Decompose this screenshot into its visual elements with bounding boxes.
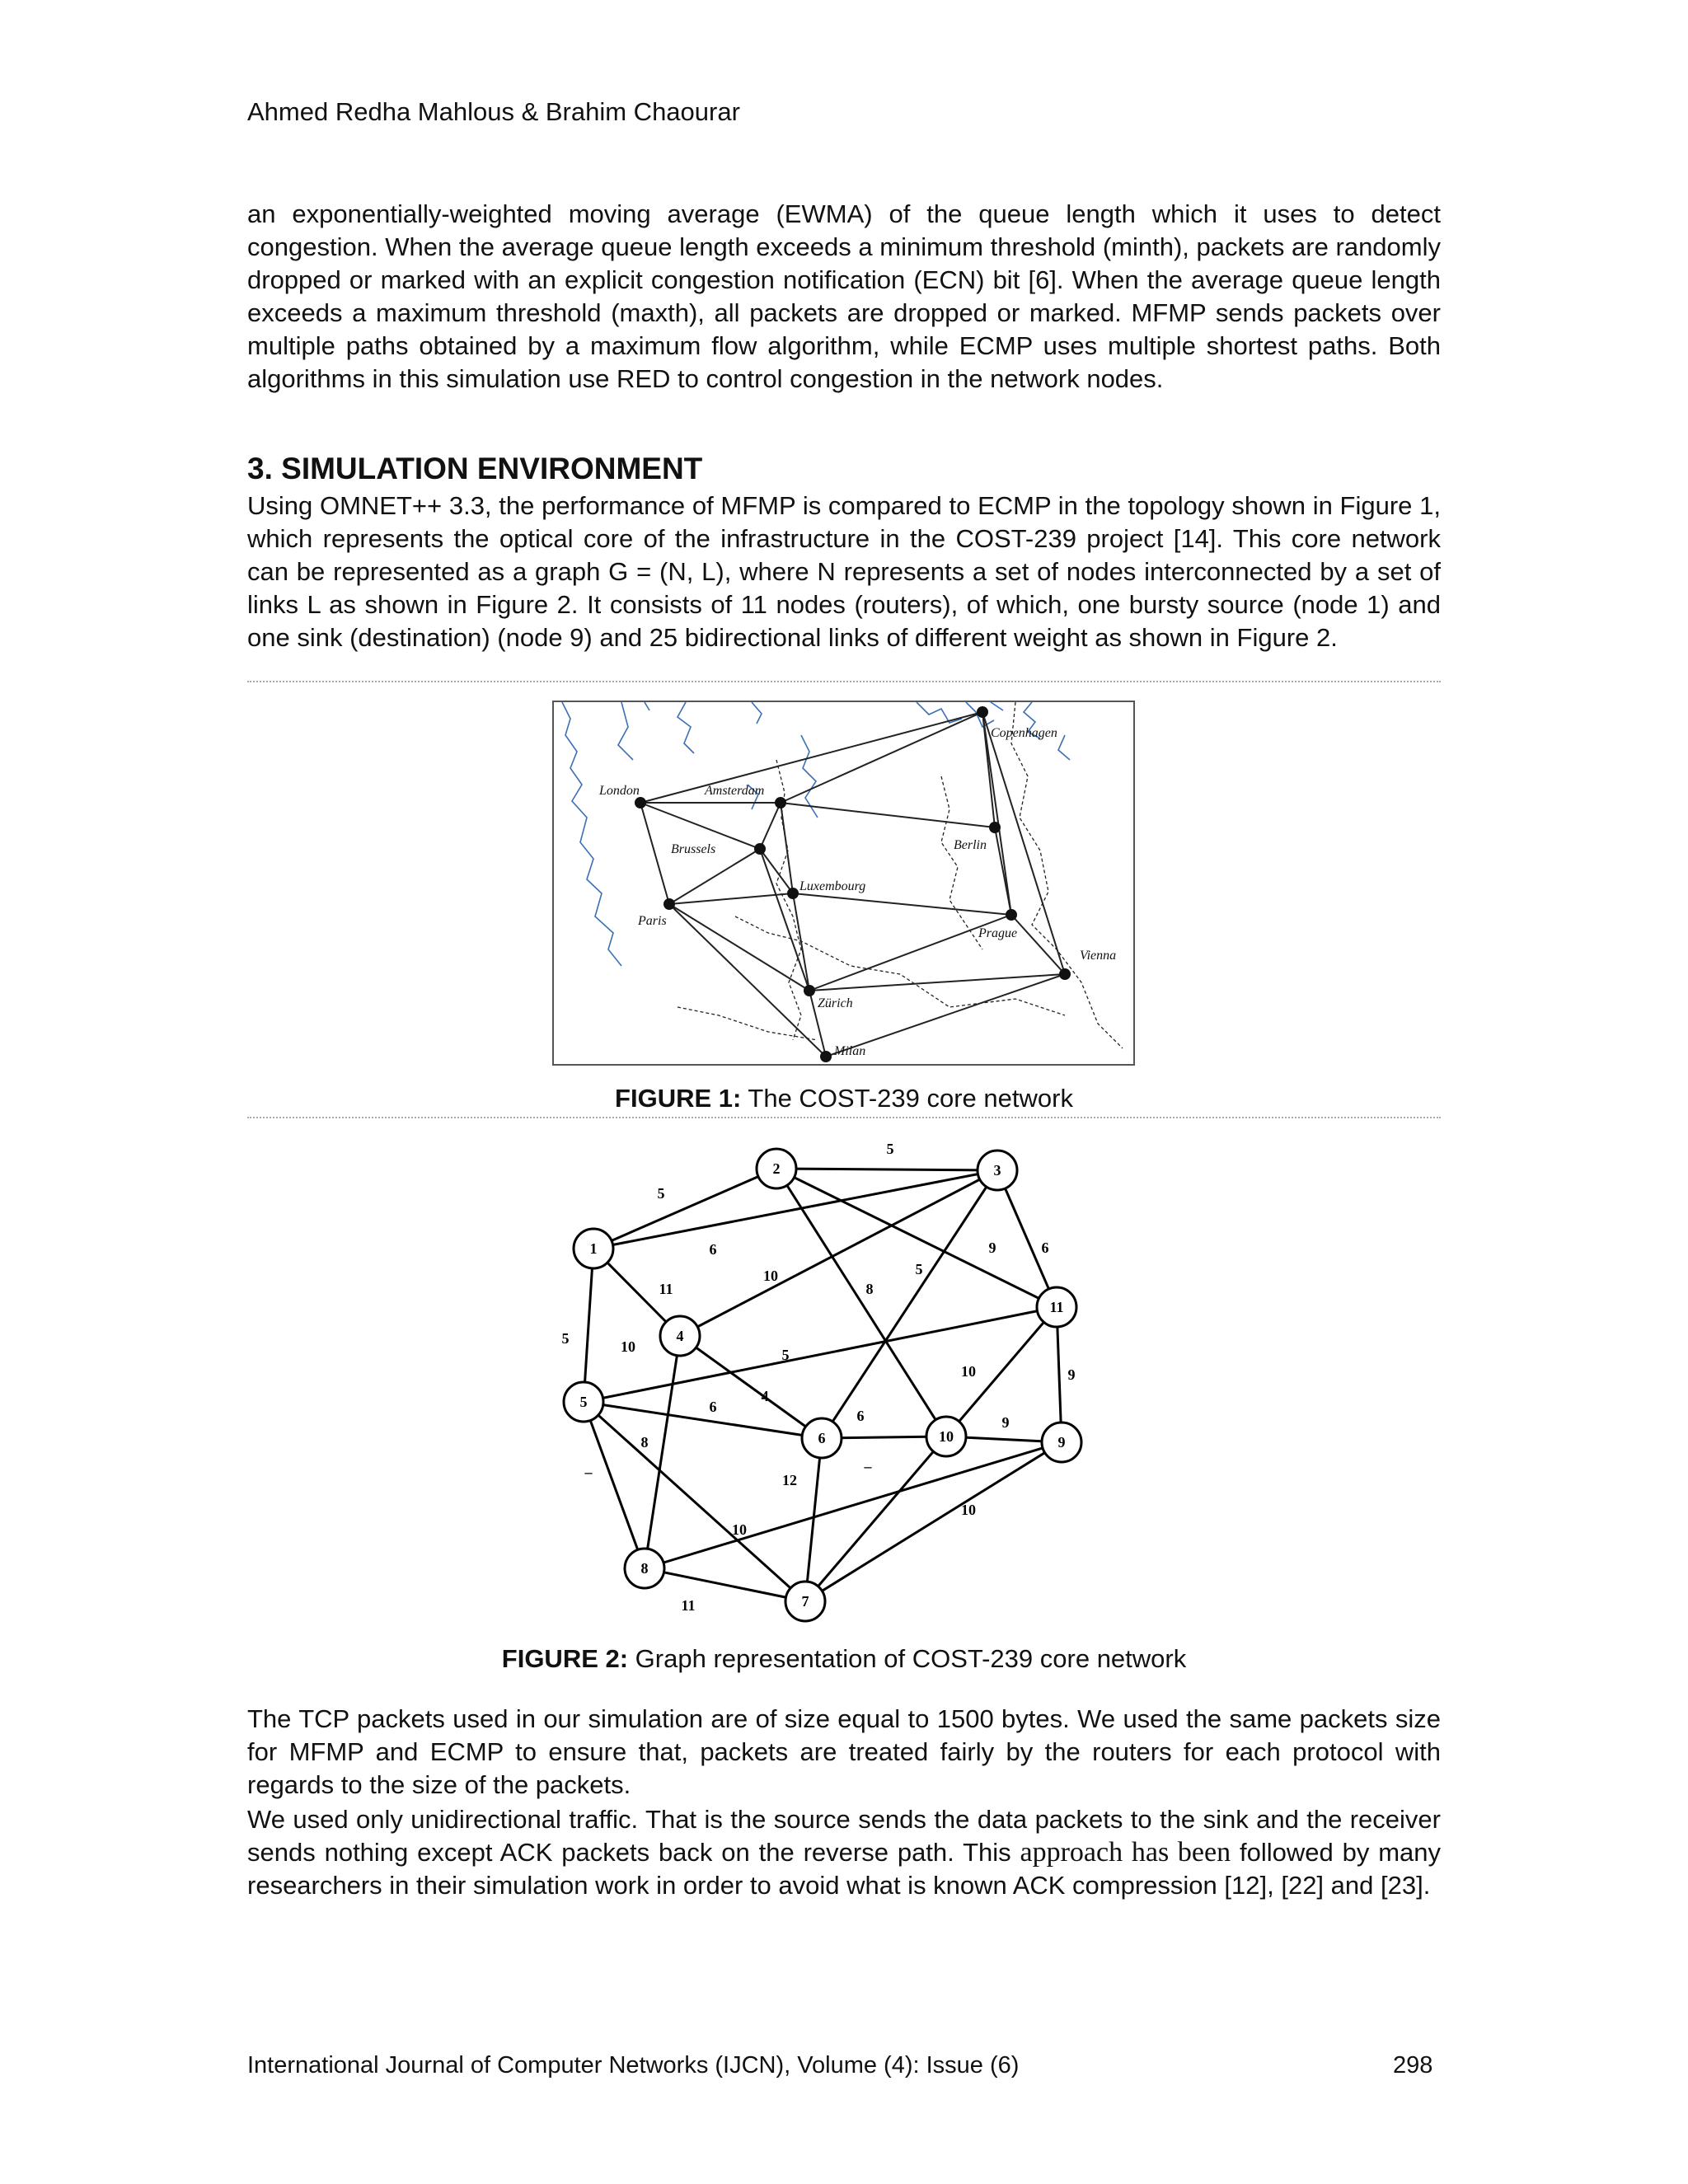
node-label: 5 (579, 1394, 588, 1410)
node-prague (1006, 909, 1017, 921)
paragraph-traffic-part-c: followed by many researchers in their simulation work in order to avoid what is known ACK compression [12], [22] and [23]. (247, 1838, 1441, 1900)
label-zurich: Zürich (818, 996, 853, 1010)
edge-weight: 9 (1067, 1366, 1076, 1383)
node-label: 6 (818, 1430, 826, 1446)
node-vienna (1059, 968, 1071, 980)
figure-2-label: FIGURE 2: (501, 1644, 629, 1673)
edge-weight: 9 (1001, 1414, 1010, 1431)
node-label: 7 (801, 1593, 809, 1610)
edge-weight: 10 (763, 1268, 778, 1284)
figure-1-label: FIGURE 1: (615, 1084, 742, 1113)
node-label: 10 (939, 1428, 954, 1445)
edge-weight: 11 (659, 1281, 673, 1297)
edge-weight: 10 (732, 1521, 747, 1538)
edge-weight: 10 (961, 1363, 976, 1380)
paragraph-traffic (247, 1803, 1441, 1902)
edge-weight: – (864, 1458, 872, 1474)
edge-weight: 5 (886, 1141, 894, 1157)
label-amsterdam: Amsterdam (705, 784, 765, 798)
figure-1-caption-text: The COST-239 core network (741, 1084, 1073, 1113)
label-london: London (599, 784, 640, 798)
node-copenhagen (977, 706, 988, 718)
cost239-map (554, 702, 1133, 1064)
paragraph-simulation: Using OMNET++ 3.3, the performance of MFMP is compared to ECMP in the topology shown in Figure 1, which represents the optical core of the infrastructure in the COST-239 project [14]. This core network can be represented as a graph G = (N, L), where N represents a set of nodes interconnected by a set of links L as shown in Figure 2. It consists of 11 nodes (routers), of which, one bursty source (node 1) and one sink (destination) (node 9) and 25 bidirectional links of different weight as shown in Figure 2. (247, 491, 1441, 652)
paragraph-traffic-part-b: approach has been (1020, 1837, 1231, 1868)
edge-weight: 8 (865, 1281, 874, 1297)
node-label: 8 (640, 1560, 649, 1577)
edge-weight: 6 (856, 1408, 865, 1424)
edge-weight: 6 (709, 1241, 717, 1258)
edge-weight: – (584, 1464, 593, 1480)
node-berlin (989, 822, 1001, 833)
node-amsterdam (775, 797, 786, 808)
edge-weight: 10 (621, 1338, 635, 1355)
node-label: 11 (1049, 1299, 1064, 1315)
node-label: 9 (1057, 1434, 1066, 1451)
page-number: 298 (1393, 2052, 1433, 2079)
node-zurich (804, 985, 815, 996)
figure-2-caption (0, 1644, 1688, 1674)
country-borders (678, 702, 1123, 1048)
label-copenhagen: Copenhagen (991, 726, 1057, 740)
footer-journal: International Journal of Computer Networks (IJCN), Volume (4): Issue (6) (247, 2052, 1020, 2079)
graph-nodes (561, 1149, 1081, 1621)
label-vienna: Vienna (1080, 949, 1117, 963)
edge-weight: 4 (761, 1388, 769, 1404)
edge-weight: 12 (782, 1472, 797, 1488)
figure-2-caption-text: Graph representation of COST-239 core network (628, 1644, 1187, 1673)
edge-weight: 10 (961, 1502, 976, 1518)
edge-weight: 8 (640, 1434, 649, 1451)
edge-weight: 5 (561, 1330, 570, 1347)
figure-1-caption (0, 1084, 1688, 1113)
divider (247, 681, 1441, 682)
label-luxembourg: Luxembourg (799, 879, 866, 893)
node-london (635, 797, 646, 808)
label-brussels: Brussels (671, 842, 716, 856)
graph-edges (584, 1169, 1062, 1601)
label-berlin: Berlin (954, 838, 987, 852)
section-heading: 3. SIMULATION ENVIRONMENT (247, 452, 703, 485)
paragraph-packets: The TCP packets used in our simulation are of size equal to 1500 bytes. We used the same packets size for MFMP and ECMP to ensure that, packets are treated fairly by the routers for each protocol with regards to the size of the packets. (247, 1704, 1441, 1799)
edge-weight: 11 (681, 1597, 696, 1614)
paragraph-intro: an exponentially-weighted moving average (EWMA) of the queue length which it uses to detect congestion. When the average queue length exceeds a minimum threshold (minth), packets are randomly dropped or marked with an explicit congestion notification (ECN) bit [6]. When the average queue length exceeds a maximum threshold (maxth), all packets are dropped or marked. MFMP sends packets over multiple paths obtained by a maximum flow algorithm, while ECMP uses multiple shortest paths. Both algorithms in this simulation use RED to control congestion in the network nodes. (247, 199, 1441, 393)
figure-1-map (552, 701, 1135, 1066)
node-label: 2 (772, 1160, 781, 1177)
node-brussels (754, 843, 766, 855)
label-paris: Paris (638, 914, 667, 928)
label-prague: Prague (978, 926, 1018, 940)
edge-weight: 9 (988, 1240, 996, 1256)
node-label: 4 (676, 1328, 684, 1344)
edge-weight: 5 (657, 1185, 665, 1202)
node-label: 1 (589, 1240, 598, 1257)
graph-svg (536, 1136, 1104, 1630)
label-milan: Milan (834, 1044, 866, 1058)
node-luxembourg (787, 888, 799, 899)
figure-2-graph (536, 1136, 1104, 1630)
node-label: 3 (993, 1162, 1001, 1179)
paragraph-traffic-part-a: We used only unidirectional traffic. That is the source sends the data packets to the sink and the receiver sends nothing except ACK packets back on the reverse path. This (247, 1805, 1441, 1867)
edge-weight: 6 (1041, 1240, 1049, 1256)
edge-weight: 6 (709, 1399, 717, 1415)
divider (247, 1117, 1441, 1118)
node-milan (820, 1051, 832, 1062)
running-header: Ahmed Redha Mahlous & Brahim Chaourar (247, 97, 740, 126)
node-paris (663, 898, 675, 910)
edge-weight: 5 (915, 1261, 923, 1277)
edge-weight: 5 (781, 1347, 790, 1363)
